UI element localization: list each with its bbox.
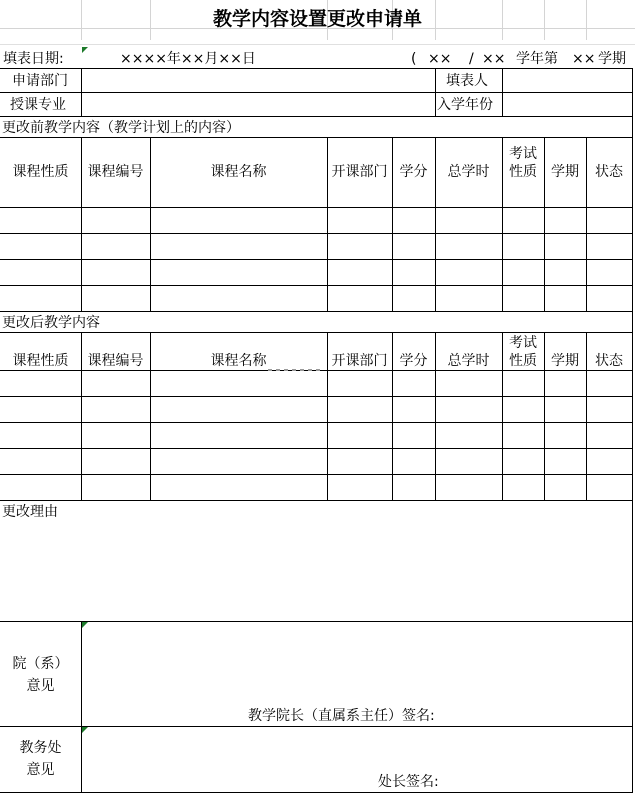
border — [0, 233, 633, 234]
office-label-1: 教务处 — [19, 740, 62, 756]
col-exam-type-2: 性质 — [509, 353, 537, 369]
term-year-end[interactable]: ×× — [482, 51, 506, 67]
border — [0, 207, 633, 208]
col-course-code: 课程编号 — [87, 164, 144, 180]
border — [0, 68, 633, 69]
col-course-nature: 课程性质 — [12, 164, 69, 180]
border — [0, 137, 633, 138]
col-status: 状态 — [595, 164, 623, 180]
col-term: 学期 — [551, 353, 579, 369]
gridline — [0, 44, 635, 45]
border — [81, 68, 82, 116]
border — [0, 792, 633, 793]
year-label: 入学年份 — [437, 97, 493, 113]
term-open-paren: ( — [411, 51, 417, 67]
cell-comment-marker — [82, 622, 88, 628]
col-course-name: 课程名称 — [210, 353, 267, 369]
after-section-title: 更改后教学内容 — [2, 315, 100, 331]
col-credit: 学分 — [399, 353, 428, 369]
cell-comment-marker — [82, 47, 88, 53]
term-number[interactable]: ×× — [572, 51, 596, 67]
border — [0, 332, 633, 333]
term-text-semester: 学期 — [598, 51, 626, 67]
college-label-1: 院（系） — [12, 656, 69, 672]
border — [0, 311, 633, 312]
col-total-hours: 总学时 — [447, 164, 490, 180]
col-course-code: 课程编号 — [87, 353, 144, 369]
col-course-name: 课程名称 — [210, 164, 267, 180]
border — [0, 500, 633, 501]
term-year-start[interactable]: ×× — [428, 51, 452, 67]
dept-label: 申请部门 — [12, 73, 68, 89]
border — [0, 621, 633, 622]
border — [0, 259, 633, 260]
border — [0, 448, 633, 449]
office-signature-label: 处长签名: — [378, 774, 439, 790]
college-signature-label: 教学院长（直属系主任）签名: — [248, 708, 435, 724]
border — [632, 68, 633, 793]
date-label: 填表日期: — [3, 51, 64, 67]
border — [0, 116, 633, 117]
col-offering-dept: 开课部门 — [331, 164, 388, 180]
cell-comment-marker — [82, 727, 88, 733]
col-exam-type-1: 考试 — [509, 335, 537, 351]
term-slash: / — [469, 51, 474, 67]
reason-label: 更改理由 — [2, 504, 58, 520]
form-title: 教学内容设置更改申请单 — [212, 8, 422, 30]
border — [0, 726, 633, 727]
col-offering-dept: 开课部门 — [331, 353, 388, 369]
border — [435, 68, 436, 116]
border — [0, 422, 633, 423]
selection-marquee — [268, 369, 324, 371]
col-term: 学期 — [551, 164, 579, 180]
border — [0, 92, 633, 93]
border — [0, 474, 633, 475]
major-label: 授课专业 — [10, 97, 66, 113]
term-text-year: 学年第 — [516, 51, 558, 67]
border — [502, 68, 503, 116]
border — [81, 621, 82, 793]
col-total-hours: 总学时 — [447, 353, 490, 369]
col-credit: 学分 — [399, 164, 428, 180]
filler-label: 填表人 — [446, 73, 488, 89]
col-course-nature: 课程性质 — [12, 353, 69, 369]
col-exam-type-2: 性质 — [509, 164, 537, 180]
col-status: 状态 — [595, 353, 623, 369]
date-value[interactable]: ××××年××月××日 — [120, 51, 256, 67]
before-section-title: 更改前教学内容（教学计划上的内容） — [2, 120, 240, 136]
college-label-2: 意见 — [26, 678, 55, 694]
col-exam-type-1: 考试 — [509, 146, 537, 162]
office-label-2: 意见 — [26, 762, 55, 778]
border — [0, 285, 633, 286]
border — [0, 396, 633, 397]
